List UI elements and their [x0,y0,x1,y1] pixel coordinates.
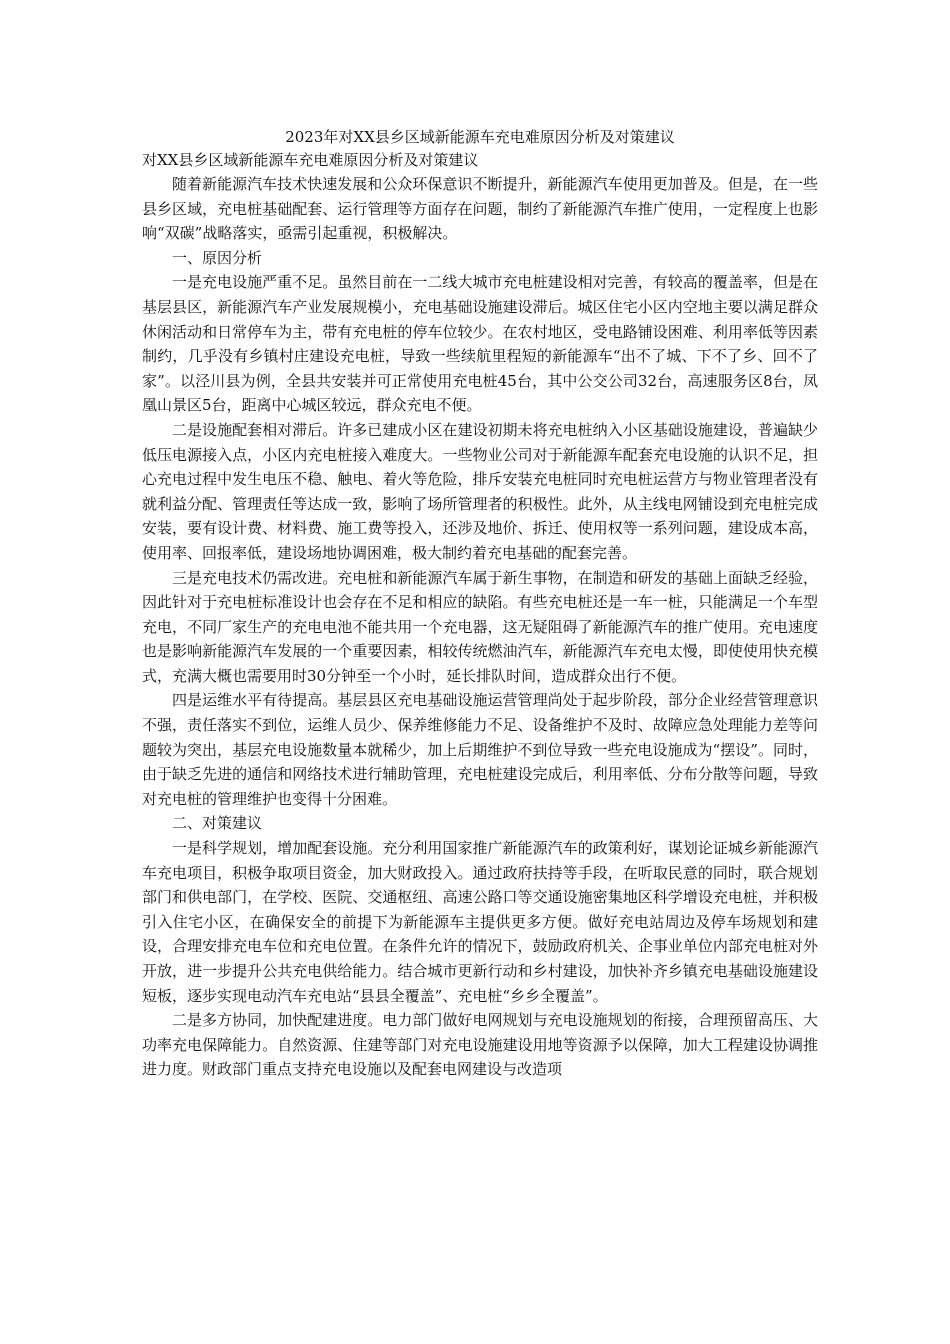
intro-paragraph: 随着新能源汽车技术快速发展和公众环保意识不断提升，新能源汽车使用更加普及。但是，在一些县乡区域，充电桩基础配套、运行管理等方面存在问题，制约了新能源汽车推广使用，一定程度上也影响“双碳”战略落实，亟需引起重视，积极解决。 [142,175,818,243]
cause-paragraph-2: 二是设施配套相对滞后。许多已建成小区在建设初期未将充电桩纳入小区基础设施建设，普遍缺少低压电源接入点，小区内充电桩接入难度大。一些物业公司对于新能源车配套充电设施的认识不足，担心充电过程中发生电压不稳、触电、着火等危险，排斥安装充电桩同时充电桩运营方与物业管理者没有就利益分配、管理责任等达成一致，影响了场所管理者的积极性。此外，从主线电网铺设到充电桩完成安装，要有设计费、材料费、施工费等投入，还涉及地价、拆迁、使用权等一系列问题，建设成本高，使用率、回报率低，建设场地协调困难，极大制约着充电基础的配套完善。 [142,420,818,562]
countermeasure-paragraph-2: 二是多方协同，加快配建进度。电力部门做好电网规划与充电设施规划的衔接，合理预留高压、大功率充电保障能力。自然资源、住建等部门对充电设施建设用地等资源予以保障，加大工程建设协调推进力度。财政部门重点支持充电设施以及配套电网建设与改造项 [142,1011,818,1079]
document-subtitle: 对XX县乡区域新能源车充电难原因分析及对策建议 [142,151,479,169]
cause-paragraph-1: 一是充电设施严重不足。虽然目前在一二线大城市充电桩建设相对完善，有较高的覆盖率，但是在基层县区，新能源汽车产业发展规模小，充电基础设施建设滞后。城区住宅小区内空地主要以满足群众休闲活动和日常停车为主，带有充电桩的停车位较少。在农村地区，受电路铺设困难、利用率低等因素制约，几乎没有乡镇村庄建设充电桩，导致一些续航里程短的新能源车“出不了城、下不了乡、回不了家”。以泾川县为例，全县共安装并可正常使用充电桩45台，其中公交公司32台，高速服务区8台，凤凰山景区5台，距离中心城区较远，群众充电不便。 [142,273,818,415]
cause-paragraph-4: 四是运维水平有待提高。基层县区充电基础设施运营管理尚处于起步阶段，部分企业经营管理意识不强，责任落实不到位，运维人员少、保养维修能力不足、设备维护不及时、故障应急处理能力差等问题较为突出，基层充电设施数量本就稀少，加上后期维护不到位导致一些充电设施成为“摆设”。同时，由于缺乏先进的通信和网络技术进行辅助管理，充电桩建设完成后，利用率低、分布分散等问题，导致对充电桩的管理维护也变得十分困难。 [142,691,818,808]
section-heading-countermeasures: 二、对策建议 [172,814,263,833]
countermeasure-paragraph-1: 一是科学规划，增加配套设施。充分利用国家推广新能源汽车的政策利好，谋划论证城乡新能源汽车充电项目，积极争取项目资金，加大财政投入。通过政府扶持等手段，在听取民意的同时，联合规划部门和供电部门，在学校、医院、交通枢纽、高速公路口等交通设施密集地区科学增设充电桩，并积极引入住宅小区，在确保安全的前提下为新能源车主提供更多方便。做好充电站周边及停车场规划和建设，合理安排充电车位和充电位置。在条件允许的情况下，鼓励政府机关、企事业单位内部充电桩对外开放，进一步提升公共充电供给能力。结合城市更新行动和乡村建设，加快补齐乡镇充电基础设施建设短板，逐步实现电动汽车充电站“县县全覆盖”、充电桩“乡乡全覆盖”。 [142,839,818,1005]
document-title: 2023年对XX县乡区域新能源车充电难原因分析及对策建议 [285,128,675,146]
section-heading-cause-analysis: 一、原因分析 [172,248,263,267]
document-page [142,118,818,1082]
cause-paragraph-3: 三是充电技术仍需改进。充电桩和新能源汽车属于新生事物，在制造和研发的基础上面缺乏经验，因此针对于充电桩标准设计也会存在不足和相应的缺陷。有些充电桩还是一车一桩，只能满足一个车型充电，不同厂家生产的充电电池不能共用一个充电器，这无疑阻碍了新能源汽车的推广使用。充电速度也是影响新能源汽车发展的一个重要因素，相较传统燃油汽车，新能源汽车充电太慢，即使使用快充模式，充满大概也需要用时30分钟至一个小时，延长排队时间，造成群众出行不便。 [142,568,818,685]
